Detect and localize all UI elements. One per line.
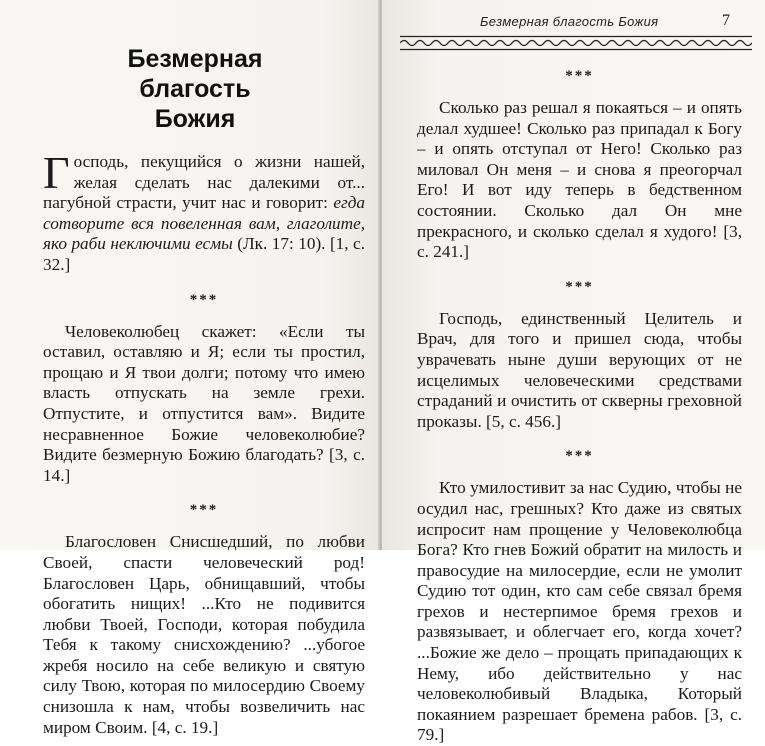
section-divider-stars: *** <box>565 68 594 84</box>
paragraph-1-quote: егда сотворите вся повеленная вам, глаголите, яко раби неключими есмы <box>43 193 365 254</box>
left-page <box>0 0 380 737</box>
section-divider-stars: *** <box>189 291 219 308</box>
paragraph-1 <box>43 147 365 276</box>
paragraph-3: Благословен Снисшедший, по любви Своей, спасти человеческий род! Благословен Царь, обнищавший, чтобы обогатить нищих! ...Кто не подивится любви Твоей, Господи, которая побудила Тебя к такому снисхождению? ...убогое жребя носило на себе великую и святую силу Твою, которая по милосердию Своему снизошла к нам, чтобы возвеличить нас миром Своим. [4, с. 19.] <box>43 532 365 737</box>
drop-cap: Г <box>43 147 70 198</box>
chapter-title <box>70 44 320 134</box>
left-page-text <box>43 147 365 738</box>
chapter-title-line-2: Божия <box>154 105 236 133</box>
paragraph-1-reference: (Лк. 17: 10). [1, с. 32.] <box>43 234 365 274</box>
paragraph-2: Человеколюбец скажет: «Если ты оставил, оставляю и Я; если ты простил, прощаю и Я твои долги; потому что имею власть отпускать на земле грехи. Отпустите, и отпустится вам». Видите несравненное Божие человеколюбие? Видите безмерную Божию благодать? [3, с. 14.] <box>43 321 365 485</box>
chapter-title-line-1: Безмерная благость <box>127 45 263 103</box>
section-divider-stars: *** <box>565 448 594 465</box>
right-page-text <box>417 66 742 746</box>
running-head: Безмерная благость Божия <box>480 14 659 29</box>
ornament-border-icon <box>400 35 752 51</box>
section-divider-stars: *** <box>189 502 219 519</box>
paragraph-1: Сколько раз решал я покаяться – и опять делал худшее! Сколько раз припадал к Богу – и опять отступал от Него! Сколько раз миловал Он меня – и снова я преогорчал Его! И вот иду теперь в бедственном состоянии. Сколько дал Он мне прекрасного, и сколько сделал я худого! [3, с. 241.] <box>417 98 742 262</box>
page-number: 7 <box>722 12 730 29</box>
paragraph-2: Господь, единственный Целитель и Врач, для того и пришел сюда, чтобы уврачевать ныне души верующих от не исцелимых человеческими средствами страданий и очистить от скверны греховной проказы. [5, с. 456.] <box>417 308 742 431</box>
paragraph-1-text: осподь, пекущийся о жизни нашей, желая сделать нас далекими от... пагубной страсти, учит нас и говорит: <box>43 152 365 213</box>
paragraph-3: Кто умилостивит за нас Судию, чтобы не осудил нас, грешных? Кто даже из святых испросит нам прощение у Человеколюбца Бога? Кто гнев Божий обратит на милость и правосудие на милосердие, если не умолит Судию тот один, кто сам себе связал бремя грехов и нестерпимое бремя грехов и развязывает, и облегчает его, когда хочет? ...Божие же дело – прощать припадающих к Нему, ибо действительно у нас человеколюбивый Владыка, Который покаянием разрешает бремена рабов. [3, с. 79.] <box>417 478 742 745</box>
section-divider-stars: *** <box>565 278 594 295</box>
right-page <box>382 0 765 745</box>
